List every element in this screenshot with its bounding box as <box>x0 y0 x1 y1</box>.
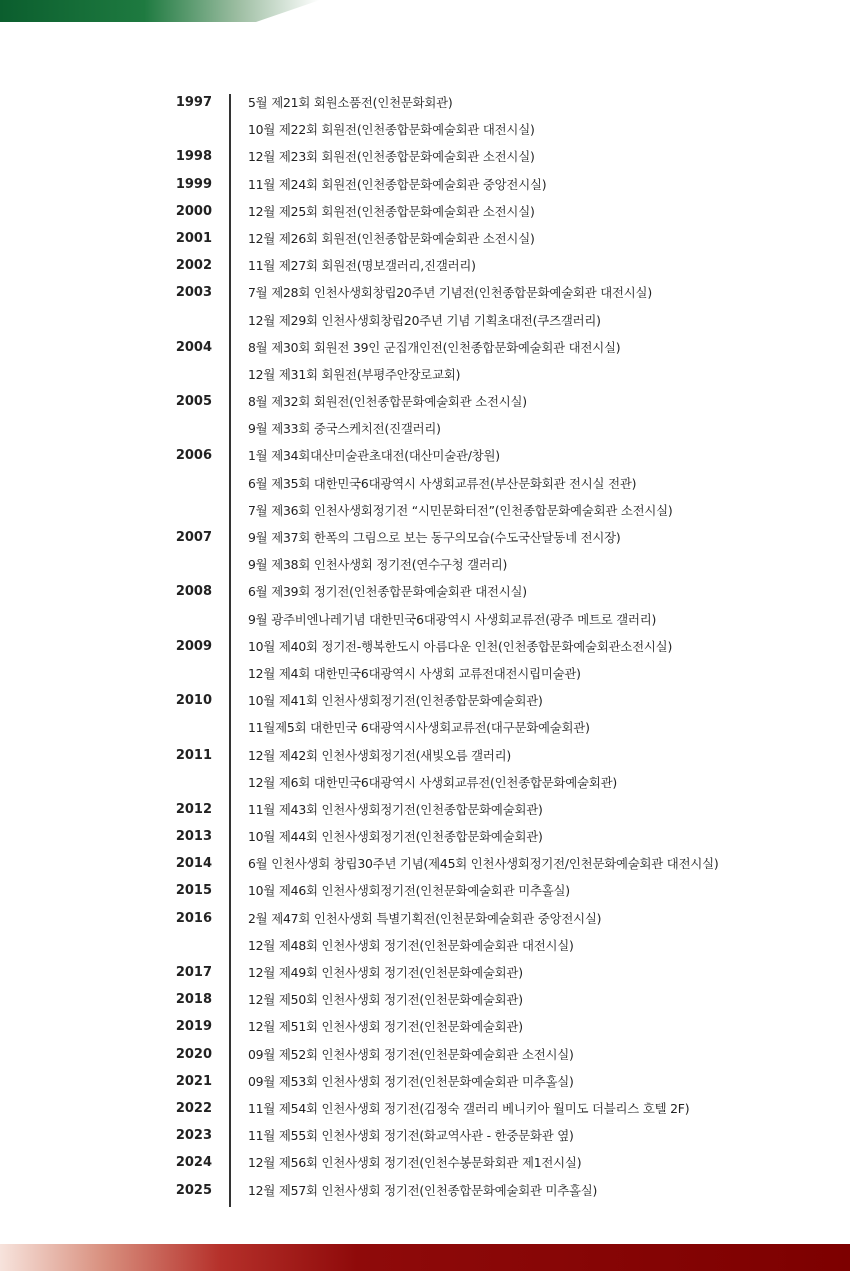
timeline-row <box>0 796 850 823</box>
timeline-year: 2004 <box>175 339 212 355</box>
timeline-event: 8월 제30회 회원전 39인 군집개인전(인천종합문화예술회관 대전시실) <box>248 339 621 355</box>
timeline-row <box>0 334 850 361</box>
timeline-year: 2020 <box>175 1046 212 1062</box>
timeline-row <box>0 524 850 551</box>
timeline-event: 12월 제23회 회원전(인천종합문화예술회관 소전시실) <box>248 149 535 165</box>
timeline-event: 5월 제21회 회원소품전(인천문화회관) <box>248 95 453 110</box>
timeline-year: 2003 <box>175 285 212 301</box>
timeline-row <box>0 850 850 877</box>
timeline-event: 6월 제39회 정기전(인천종합문화예술회관 대전시실) <box>248 584 527 600</box>
timeline-event: 12월 제4회 대한민국6대광역시 사생회 교류전대전시립미술관) <box>248 665 581 681</box>
timeline-year: 2013 <box>175 829 212 845</box>
timeline-row <box>0 171 850 198</box>
timeline-row <box>0 877 850 904</box>
timeline-event: 12월 제6회 대한민국6대광역시 사생회교류전(인천종합문화예술회관) <box>248 774 617 790</box>
timeline-event: 6월 인천사생회 창립30주년 기념(제45회 인천사생회정기전/인천문화예술회관 대전시실) <box>248 856 719 872</box>
timeline-row <box>0 823 850 850</box>
timeline-event: 10월 제41회 인천사생회정기전(인천종합문화예술회관) <box>248 693 543 709</box>
timeline-event: 10월 제40회 정기전-행복한도시 아름다운 인천(인천종합문화예술회관소전시실) <box>248 638 673 654</box>
timeline-row <box>0 714 850 741</box>
timeline-row <box>0 932 850 959</box>
timeline-year: 1999 <box>175 176 212 192</box>
timeline-row <box>0 551 850 578</box>
timeline-row <box>0 1068 850 1095</box>
timeline-row <box>0 497 850 524</box>
timeline-event: 12월 제31회 회원전(부평주안장로교회) <box>248 366 461 382</box>
timeline-row <box>0 959 850 986</box>
timeline-row <box>0 578 850 605</box>
timeline-row <box>0 415 850 442</box>
exhibition-timeline <box>0 89 850 1204</box>
timeline-event: 12월 제26회 회원전(인천종합문화예술회관 소전시실) <box>248 230 535 246</box>
timeline-event: 6월 제35회 대한민국6대광역시 사생회교류전(부산문화회관 전시실 전관) <box>248 475 637 491</box>
timeline-event: 11월 제27회 회원전(명보갤러리,진갤러리) <box>248 258 476 274</box>
timeline-row <box>0 361 850 388</box>
timeline-row <box>0 225 850 252</box>
timeline-year: 2012 <box>175 801 212 817</box>
timeline-event: 12월 제25회 회원전(인천종합문화예술회관 소전시실) <box>248 203 535 219</box>
timeline-year: 1998 <box>175 149 212 165</box>
timeline-event: 11월 제55회 인천사생회 정기전(화교역사관 - 한중문화관 옆) <box>248 1128 574 1144</box>
timeline-event: 12월 제29회 인천사생회창립20주년 기념 기획초대전(쿠즈갤러리) <box>248 312 601 328</box>
timeline-event: 12월 제48회 인천사생회 정기전(인천문화예술회관 대전시실) <box>248 937 574 953</box>
timeline-event: 11월 제43회 인천사생회정기전(인천종합문화예술회관) <box>248 801 543 817</box>
timeline-year: 2009 <box>175 638 212 654</box>
timeline-row <box>0 279 850 306</box>
timeline-event: 11월 제54회 인천사생회 정기전(김정숙 갤러리 베니키아 월미도 더블리스 호텔 2F) <box>248 1100 690 1116</box>
timeline-row <box>0 1177 850 1204</box>
timeline-row <box>0 986 850 1013</box>
timeline-event: 1월 제34회대산미술관초대전(대산미술관/창원) <box>248 448 500 464</box>
timeline-event: 11월제5회 대한민국 6대광역시사생회교류전(대구문화예술회관) <box>248 720 590 736</box>
timeline-year: 2025 <box>175 1182 212 1198</box>
timeline-row <box>0 388 850 415</box>
timeline-event: 10월 제46회 인천사생회정기전(인천문화예술회관 미추홀실) <box>248 883 570 899</box>
top-decorative-band <box>0 0 320 22</box>
timeline-year: 2011 <box>175 747 212 763</box>
timeline-year: 2006 <box>175 448 212 464</box>
timeline-row <box>0 143 850 170</box>
timeline-event: 12월 제57회 인천사생회 정기전(인천종합문화예술회관 미추홀실) <box>248 1182 598 1198</box>
timeline-row <box>0 252 850 279</box>
timeline-row <box>0 1095 850 1122</box>
timeline-event: 9월 제38회 인천사생회 정기전(연수구청 갤러리) <box>248 557 508 573</box>
timeline-event: 9월 제33회 중국스케치전(진갤러리) <box>248 421 441 437</box>
timeline-row <box>0 198 850 225</box>
timeline-row <box>0 442 850 469</box>
timeline-event: 8월 제32회 회원전(인천종합문화예술회관 소전시실) <box>248 394 527 410</box>
timeline-row <box>0 606 850 633</box>
timeline-row <box>0 116 850 143</box>
timeline-row <box>0 687 850 714</box>
timeline-event: 12월 제56회 인천사생회 정기전(인천수봉문화회관 제1전시실) <box>248 1155 582 1171</box>
timeline-row <box>0 89 850 116</box>
timeline-event: 2월 제47회 인천사생회 특별기획전(인천문화예술회관 중앙전시실) <box>248 910 602 926</box>
timeline-row <box>0 660 850 687</box>
timeline-year: 2019 <box>175 1019 212 1035</box>
timeline-row <box>0 470 850 497</box>
timeline-event: 12월 제50회 인천사생회 정기전(인천문화예술회관) <box>248 992 523 1008</box>
timeline-row <box>0 307 850 334</box>
timeline-year: 2023 <box>175 1128 212 1144</box>
timeline-year: 2000 <box>175 203 212 219</box>
bottom-decorative-band <box>0 1244 850 1271</box>
timeline-year: 2018 <box>175 992 212 1008</box>
timeline-year: 2008 <box>175 584 212 600</box>
timeline-year: 2010 <box>175 693 212 709</box>
timeline-event: 09월 제53회 인천사생회 정기전(인천문화예술회관 미추홀실) <box>248 1073 574 1089</box>
timeline-year: 2014 <box>175 856 212 872</box>
timeline-row <box>0 905 850 932</box>
timeline-event: 10월 제44회 인천사생회정기전(인천종합문화예술회관) <box>248 829 543 845</box>
timeline-year: 2005 <box>175 394 212 410</box>
timeline-event: 11월 제24회 회원전(인천종합문화예술회관 중앙전시실) <box>248 176 547 192</box>
timeline-event: 10월 제22회 회원전(인천종합문화예술회관 대전시실) <box>248 122 535 138</box>
timeline-row <box>0 1013 850 1040</box>
timeline-event: 12월 제49회 인천사생회 정기전(인천문화예술회관) <box>248 965 523 980</box>
timeline-row <box>0 1041 850 1068</box>
timeline-year: 1997 <box>175 95 212 110</box>
timeline-event: 09월 제52회 인천사생회 정기전(인천문화예술회관 소전시실) <box>248 1046 574 1062</box>
timeline-year: 2001 <box>175 230 212 246</box>
timeline-row <box>0 769 850 796</box>
timeline-year: 2016 <box>175 910 212 926</box>
timeline-year: 2002 <box>175 258 212 274</box>
timeline-year: 2021 <box>175 1073 212 1089</box>
timeline-row <box>0 742 850 769</box>
timeline-event: 9월 광주비엔나레기념 대한민국6대광역시 사생회교류전(광주 메트로 갤러리) <box>248 611 657 627</box>
timeline-year: 2022 <box>175 1100 212 1116</box>
timeline-row <box>0 1149 850 1176</box>
timeline-event: 12월 제51회 인천사생회 정기전(인천문화예술회관) <box>248 1019 523 1035</box>
timeline-year: 2017 <box>175 965 212 980</box>
timeline-event: 7월 제36회 인천사생회정기전 “시민문화터전”(인천종합문화예술회관 소전시실) <box>248 502 673 518</box>
timeline-year: 2015 <box>175 883 212 899</box>
timeline-row <box>0 1122 850 1149</box>
timeline-year: 2024 <box>175 1155 212 1171</box>
timeline-row <box>0 633 850 660</box>
timeline-event: 12월 제42회 인천사생회정기전(새빛오름 갤러리) <box>248 747 512 763</box>
timeline-event: 7월 제28회 인천사생회창립20주년 기념전(인천종합문화예술회관 대전시실) <box>248 285 652 301</box>
timeline-year: 2007 <box>175 530 212 545</box>
timeline-event: 9월 제37회 한폭의 그림으로 보는 동구의모습(수도국산달동네 전시장) <box>248 530 621 545</box>
